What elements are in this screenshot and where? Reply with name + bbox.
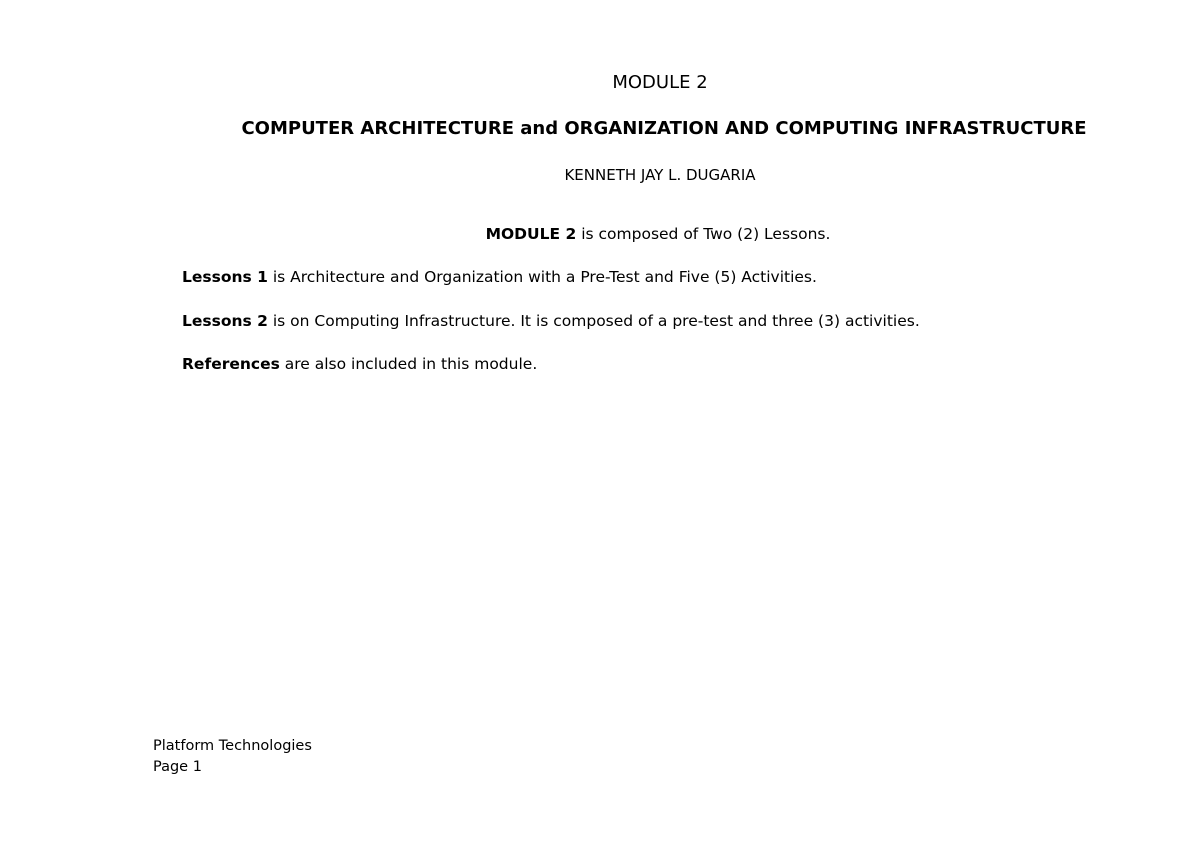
lesson-2-paragraph	[182, 312, 920, 330]
lesson-2-text: is on Computing Infrastructure. It is composed of a pre-test and three (3) activities.	[267, 312, 920, 330]
references-label: References	[182, 355, 280, 373]
references-text: are also included in this module.	[279, 355, 538, 373]
lesson-1-paragraph	[182, 268, 817, 286]
module-composition-line	[58, 225, 1200, 243]
references-paragraph	[182, 355, 537, 373]
lesson-2-label: Lessons 2	[182, 312, 268, 330]
course-title: COMPUTER ARCHITECTURE and ORGANIZATION AND COMPUTING INFRASTRUCTURE	[241, 118, 1087, 139]
footer-course-name: Platform Technologies	[153, 738, 312, 754]
module-heading: MODULE 2	[612, 72, 708, 93]
lesson-1-label: Lessons 1	[182, 268, 268, 286]
author-name: KENNETH JAY L. DUGARIA	[564, 166, 756, 184]
lesson-1-text: is Architecture and Organization with a Pre-Test and Five (5) Activities.	[267, 268, 817, 286]
module-composition-text: is composed of Two (2) Lessons.	[576, 225, 831, 243]
module-composition-bold: MODULE 2	[485, 225, 577, 243]
footer-page-number: Page 1	[153, 759, 202, 775]
